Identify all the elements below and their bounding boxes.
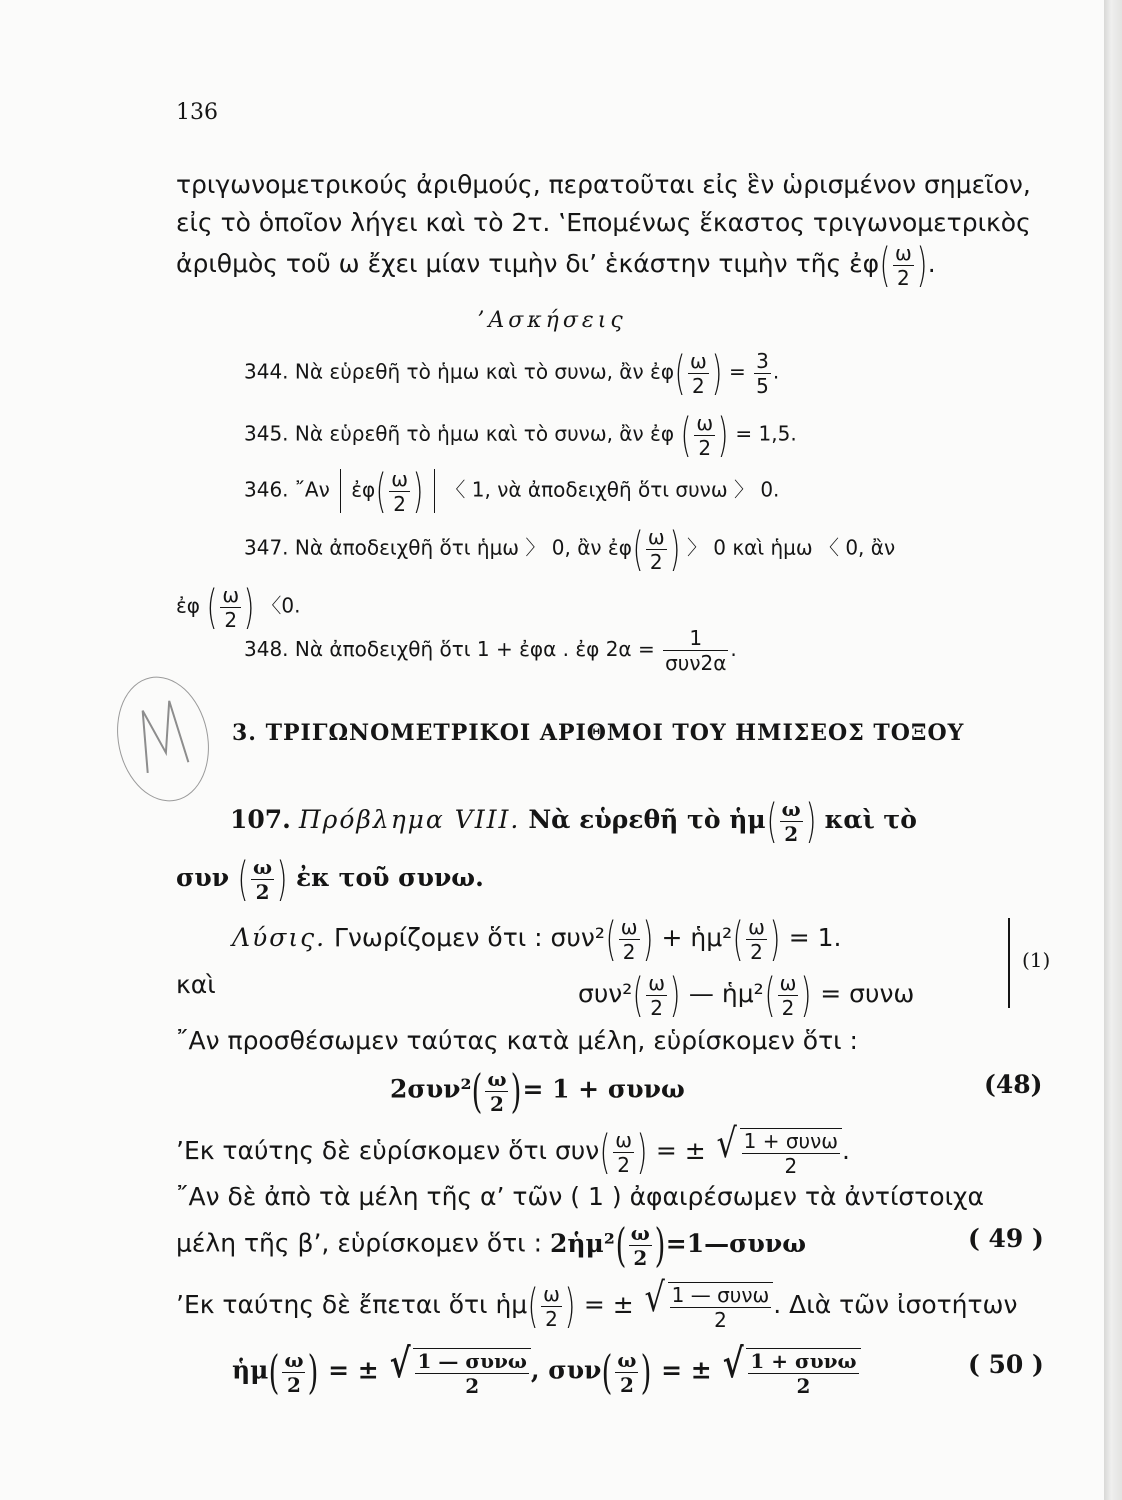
page-number: 136 bbox=[176, 100, 218, 125]
half-angle-fraction: $\frac{\omega}{2}$ bbox=[543, 1281, 560, 1331]
problem-number: 107. bbox=[230, 805, 291, 834]
equation-50: ἡμ( $\frac{\omega}{2}$ ) = ± √ $\frac{\text{1 — συνω}}{2}$ , συν( $\frac{\omega}{2}$ ) = ± √ $\frac{\text{1 + συνω}}{2}$ bbox=[232, 1348, 861, 1396]
solution-line-2: καὶ bbox=[176, 970, 216, 999]
exercise-345-number: 345. bbox=[244, 421, 289, 446]
exercise-344-text: Νὰ εὑρεθῆ τὸ ἡμω καὶ τὸ συνω, ἂν ἐφ bbox=[294, 359, 675, 384]
sqrt-icon: √ $\frac{\text{1 — συνω}}{2}$ bbox=[387, 1348, 530, 1396]
half-angle-fraction: $\frac{\omega}{2}$ bbox=[620, 914, 638, 964]
half-angle-fraction: $\frac{\omega}{2}$ bbox=[615, 1127, 632, 1177]
exercise-346-number: 346. bbox=[244, 477, 289, 502]
equation-ref-48: (48) bbox=[984, 1070, 1043, 1099]
solution-sub-text-1: ῎Αν δὲ ἀπὸ τὰ μέλη τῆς α’ τῶν ( 1 ) ἀφαιρέσωμεν τὰ ἀντίστοιχα bbox=[176, 1182, 984, 1211]
solution-line-1: Λύσις. Γνωρίζομεν ὅτι : συν²( $\frac{\omega}{2}$ ) + ἡμ²( $\frac{\omega}{2}$ ) = 1. bbox=[232, 912, 842, 966]
solution-from-2: ’Εκ ταύτης δὲ ἔπεται ὅτι ἡμ( $\frac{\omega}{2}$ ) = ± √ $\frac{\text{1 — συνω}}{2}$ . Διὰ τῶν ἰσοτήτων bbox=[176, 1275, 1018, 1333]
exercise-347-text: Νὰ ἀποδειχθῆ ὅτι ἡμω 〉 0, ἂν ἐφ bbox=[294, 535, 632, 560]
exercise-347: 347. Νὰ ἀποδειχθῆ ὅτι ἡμω 〉 0, ἂν ἐφ( $\frac{\omega}{2}$ ) 〉 0 καὶ ἡμω 〈 0, ἂν bbox=[244, 522, 896, 576]
exercise-348-fraction: $\frac{1}{\text{συν2α}}$ bbox=[665, 626, 727, 675]
intro-line-2: εἰς τὸ ὁποῖον λήγει καὶ τὸ 2τ. ‛Επομένως ἕκαστος τριγωνομετρικὸς bbox=[176, 208, 1031, 237]
solution-sub-text-2: μέλη τῆς β’, εὑρίσκομεν ὅτι : 2ἡμ²( $\frac{\omega}{2}$ )=1—συνω bbox=[176, 1218, 807, 1272]
exercise-348: 348. Νὰ ἀποδειχθῆ ὅτι 1 + ἐφα . ἐφ 2α = $\frac{1}{\text{συν2α}}$ . bbox=[244, 626, 737, 675]
pencil-mark-icon bbox=[106, 668, 220, 810]
half-angle-fraction: $\frac{\omega}{2}$ bbox=[630, 1220, 650, 1270]
half-angle-fraction: $\frac{\omega}{2}$ bbox=[647, 524, 665, 574]
sqrt-icon: √ $\frac{\text{1 — συνω}}{2}$ bbox=[642, 1282, 774, 1330]
exercise-344: 344. Νὰ εὑρεθῆ τὸ ἡμω καὶ τὸ συνω, ἂν ἐφ( $\frac{\omega}{2}$ ) = $\frac{3}{5}$ . bbox=[244, 346, 780, 400]
half-angle-fraction: $\frac{\omega}{2}$ bbox=[222, 582, 240, 632]
exercise-347-continued: ἐφ ( $\frac{\omega}{2}$ ) 〈0. bbox=[176, 580, 301, 634]
problem-107-line-1: 107. Πρόβλημα VIII. Νὰ εὑρεθῆ τὸ ἡμ( $\frac{\omega}{2}$ ) καὶ τὸ bbox=[230, 794, 917, 848]
equation-ref-50: ( 50 ) bbox=[968, 1350, 1044, 1379]
half-angle-fraction: $\frac{\omega}{2}$ bbox=[617, 1347, 637, 1397]
half-angle-fraction: $\frac{\omega}{2}$ bbox=[696, 410, 714, 460]
solution-line-2-equation: συν²( $\frac{\omega}{2}$ ) — ἡμ²( $\frac{\omega}{2}$ ) = συνω bbox=[578, 968, 915, 1022]
exercise-345: 345. Νὰ εὑρεθῆ τὸ ἡμω καὶ τὸ συνω, ἂν ἐφ ( $\frac{\omega}{2}$ ) = 1,5. bbox=[244, 408, 797, 462]
solution-label: Λύσις. bbox=[232, 923, 327, 952]
half-angle-fraction: $\frac{\omega}{2}$ bbox=[779, 970, 797, 1020]
half-angle-fraction: $\frac{\omega}{2}$ bbox=[895, 240, 912, 290]
half-angle-fraction: $\frac{\omega}{2}$ bbox=[781, 796, 801, 846]
exercise-344-number: 344. bbox=[244, 359, 289, 384]
equation-brace bbox=[1008, 918, 1010, 1008]
page-edge bbox=[1104, 0, 1122, 1500]
equation-48: 2συν²( $\frac{\omega}{2}$ )= 1 + συνω bbox=[390, 1064, 685, 1118]
exercise-348-number: 348. bbox=[244, 637, 289, 661]
exercise-346: 346. ῎Αν ἐφ( $\frac{\omega}{2}$ ) 〈 1, νὰ ἀποδειχθῆ ὅτι συνω 〉 0. bbox=[244, 464, 780, 518]
half-angle-fraction: $\frac{\omega}{2}$ bbox=[689, 348, 707, 398]
equation-ref-1: (1) bbox=[1022, 948, 1051, 972]
exercise-344-value: $\frac{3}{5}$ bbox=[756, 348, 769, 398]
half-angle-fraction: $\frac{\omega}{2}$ bbox=[648, 970, 665, 1020]
half-angle-fraction: $\frac{\omega}{2}$ bbox=[284, 1347, 304, 1397]
exercises-heading: ’Ασκήσεις bbox=[477, 308, 627, 333]
problem-107-line-2: συν ( $\frac{\omega}{2}$ ) ἐκ τοῦ συνω. bbox=[176, 852, 484, 906]
exercise-347-number: 347. bbox=[244, 535, 289, 560]
half-angle-fraction: $\frac{\omega}{2}$ bbox=[253, 854, 273, 904]
section-title: 3. ΤΡΙΓΩΝΟΜΕΤΡΙΚΟΙ ΑΡΙΘΜΟΙ ΤΟΥ ΗΜΙΣΕΟΣ ΤΟΞΟΥ bbox=[232, 720, 965, 746]
exercise-345-text: Νὰ εὑρεθῆ τὸ ἡμω καὶ τὸ συνω, ἂν ἐφ bbox=[294, 421, 675, 446]
equation-ref-49: ( 49 ) bbox=[968, 1224, 1044, 1253]
sqrt-icon: √ $\frac{\text{1 + συνω}}{2}$ bbox=[714, 1128, 842, 1176]
exercise-348-text: Νὰ ἀποδειχθῆ ὅτι 1 + ἐφα . ἐφ 2α = bbox=[294, 637, 655, 661]
intro-line-1: τριγωνομετρικούς ἀριθμούς, περατοῦται εἰς ἓν ὡρισμένον σημεῖον, bbox=[176, 170, 1031, 199]
half-angle-fraction: $\frac{\omega}{2}$ bbox=[748, 914, 765, 964]
half-angle-fraction: $\frac{\omega}{2}$ bbox=[487, 1066, 507, 1116]
sqrt-icon: √ $\frac{\text{1 + συνω}}{2}$ bbox=[720, 1348, 860, 1396]
intro-line-3: ἀριθμὸς τοῦ ω ἔχει μίαν τιμὴν δι’ ἑκάστην τιμὴν τῆς ἐφ( $\frac{\omega}{2}$ ). bbox=[176, 238, 936, 292]
solution-add-text: ῎Αν προσθέσωμεν ταύτας κατὰ μέλη, εὑρίσκομεν ὅτι : bbox=[176, 1026, 858, 1055]
intro-line-3-text: ἀριθμὸς τοῦ ω ἔχει μίαν τιμὴν δι’ ἑκάστην τιμὴν τῆς ἐφ bbox=[176, 249, 880, 278]
solution-from-1: ’Εκ ταύτης δὲ εὑρίσκομεν ὅτι συν( $\frac{\omega}{2}$ ) = ± √ $\frac{\text{1 + συνω}}{2}$ . bbox=[176, 1121, 850, 1179]
problem-label: Πρόβλημα VIII. bbox=[298, 805, 521, 834]
half-angle-fraction: $\frac{\omega}{2}$ bbox=[391, 466, 408, 516]
exercise-346-tail: 〈 1, νὰ ἀποδειχθῆ ὅτι συνω 〉 0. bbox=[445, 477, 780, 502]
